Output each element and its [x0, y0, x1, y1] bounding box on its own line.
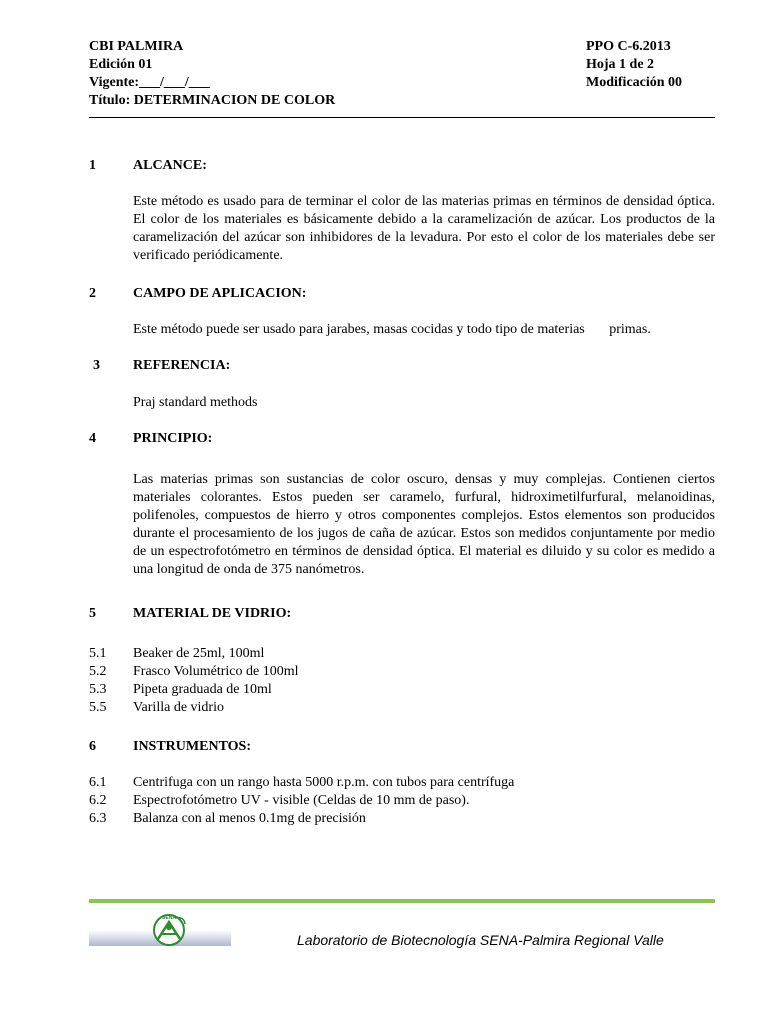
item-number: 6.1 — [89, 775, 107, 790]
item-number: 5.1 — [89, 646, 107, 661]
section-title: ALCANCE: — [133, 158, 207, 173]
section-title: INSTRUMENTOS: — [133, 739, 251, 754]
item-text: Centrifuga con un rango hasta 5000 r.p.m. con tubos para centrífuga — [133, 775, 515, 790]
section-number: 1 — [89, 158, 96, 173]
section-number: 6 — [89, 739, 96, 754]
list-item — [89, 792, 715, 810]
instruments-list — [89, 774, 715, 828]
header-divider — [89, 117, 715, 118]
item-number: 5.2 — [89, 664, 107, 679]
section-4-heading — [89, 430, 715, 448]
section-1-heading — [89, 157, 715, 175]
section-2-heading — [89, 285, 715, 303]
header-org: CBI PALMIRA — [89, 39, 184, 54]
section-number: 4 — [89, 431, 96, 446]
item-text: Varilla de vidrio — [133, 700, 224, 715]
section-4-text: Las materias primas son sustancias de color oscuro, densas y muy complejas. Contienen ciertos materiales colorantes. Estos pueden ser caramelo, furfural, hidroximetilfurfural, melanoidinas, polifenoles, compuestos de hierro y otros componentes complejos. Estos elementos son producidos durante el procesamiento de los jugos de caña de azúcar. Estos son medidos conjuntamente por medio de un espectrofotómetro en términos de densidad óptica. El material es diluido y su color es medido a una longitud de onda de 375 nanómetros. — [133, 472, 715, 577]
sena-logo — [89, 912, 231, 948]
header-modification: Modificación 00 — [586, 75, 683, 90]
header-left — [89, 38, 335, 110]
section-5-heading — [89, 605, 715, 623]
item-number: 5.5 — [89, 700, 107, 715]
section-title: CAMPO DE APLICACION: — [133, 286, 307, 301]
item-text: Beaker de 25ml, 100ml — [133, 646, 265, 661]
svg-text:SENA: SENA — [162, 915, 176, 921]
section-2-text: Este método puede ser usado para jarabes, masas cocidas y todo tipo de materias primas. — [133, 322, 651, 337]
item-text: Pipeta graduada de 10ml — [133, 682, 272, 697]
item-number: 6.2 — [89, 793, 107, 808]
section-number: 2 — [89, 286, 96, 301]
section-6-heading — [89, 738, 715, 756]
glassware-list — [89, 645, 715, 717]
item-text: Balanza con al menos 0.1mg de precisión — [133, 811, 366, 826]
list-item — [89, 699, 715, 717]
item-text: Espectrofotómetro UV - visible (Celdas de 10 mm de paso). — [133, 793, 470, 808]
section-title: PRINCIPIO: — [133, 431, 213, 446]
header-code: PPO C-6.2013 — [586, 39, 671, 54]
header-title: Título: DETERMINACION DE COLOR — [89, 93, 336, 108]
section-title: MATERIAL DE VIDRIO: — [133, 606, 292, 621]
section-3-text: Praj standard methods — [133, 395, 258, 410]
section-1-text: Este método es usado para de terminar el color de las materias primas en términos de densidad óptica. El color de los materiales es básicamente debido a la caramelización de azúcar. Los productos de la caramelización del azúcar son inhibidores de la levadura. Por esto el color de los materiales debe ser verificado periódicamente. — [133, 194, 715, 263]
section-number: 3 — [93, 358, 100, 373]
list-item — [89, 681, 715, 699]
list-item — [89, 810, 715, 828]
section-number: 5 — [89, 606, 96, 621]
header-valid: Vigente:___/___/___ — [89, 75, 210, 90]
list-item — [89, 645, 715, 663]
item-number: 5.3 — [89, 682, 107, 697]
section-3-heading — [89, 357, 715, 375]
item-number: 6.3 — [89, 811, 107, 826]
header-right — [586, 38, 682, 92]
footer-divider — [89, 899, 715, 903]
item-text: Frasco Volumétrico de 100ml — [133, 664, 299, 679]
list-item — [89, 663, 715, 681]
header-page: Hoja 1 de 2 — [586, 57, 655, 72]
section-title: REFERENCIA: — [133, 358, 231, 373]
header-edition: Edición 01 — [89, 57, 153, 72]
footer-text: Laboratorio de Biotecnología SENA-Palmira Regional Valle — [297, 932, 664, 948]
list-item — [89, 774, 715, 792]
